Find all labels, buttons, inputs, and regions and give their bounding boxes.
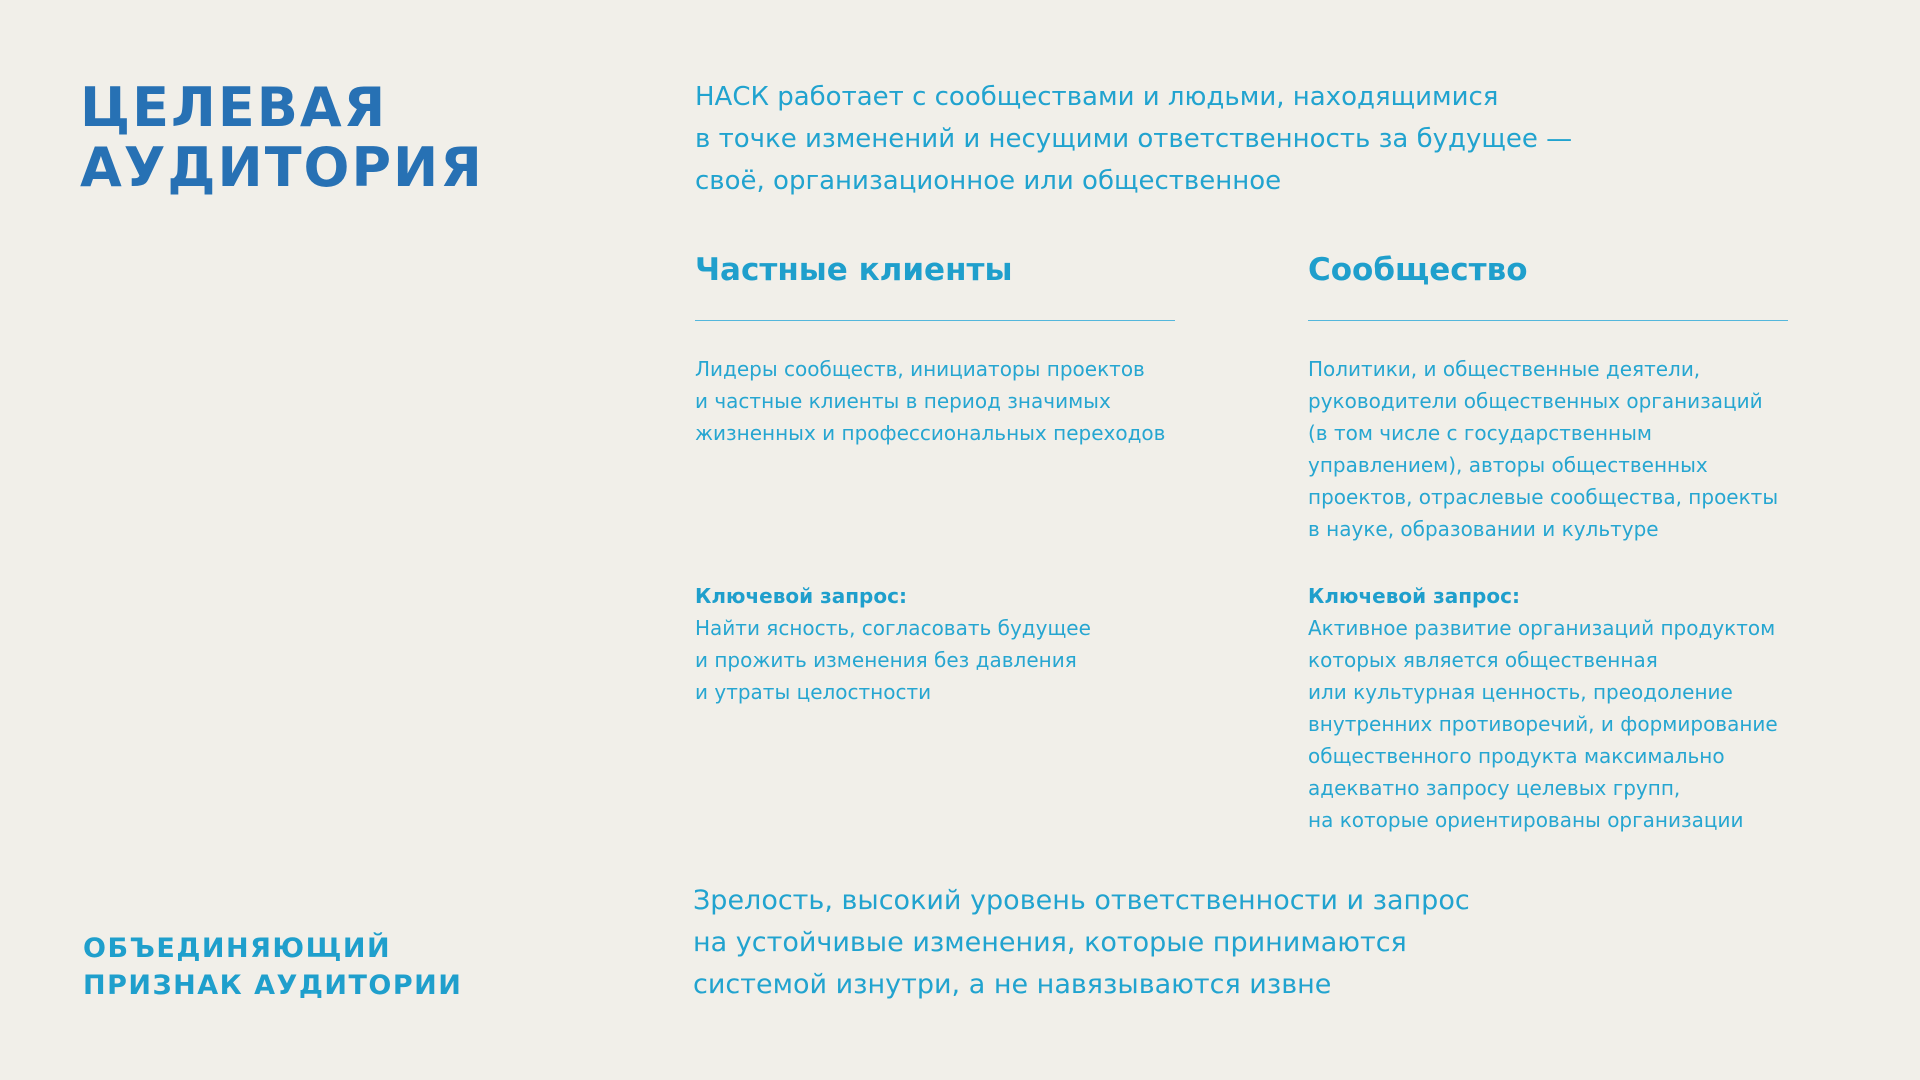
description-line: руководители общественных организаций [1308, 389, 1763, 413]
intro-line: своё, организационное или общественное [695, 166, 1282, 196]
unifying-text-line: Зрелость, высокий уровень ответственности и запрос [693, 885, 1470, 916]
intro-line: в точке изменений и несущими ответственность за будущее — [695, 124, 1573, 154]
column-description [695, 353, 1175, 449]
unifying-label-line: ПРИЗНАК АУДИТОРИИ [83, 970, 463, 1001]
unifying-label-line: ОБЪЕДИНЯЮЩИЙ [83, 933, 392, 964]
key-request-line: внутренних противоречий, и формирование [1308, 712, 1778, 736]
description-line: в науке, образовании и культуре [1308, 517, 1659, 541]
key-request-line: на которые ориентированы организации [1308, 808, 1744, 832]
key-request-line: Найти ясность, согласовать будущее [695, 616, 1091, 640]
description-line: (в том числе с государственным [1308, 421, 1653, 445]
intro-line: НАСК работает с сообществами и людьми, находящимися [695, 82, 1499, 112]
key-request-label: Ключевой запрос: [1308, 584, 1520, 608]
description-line: управлением), авторы общественных [1308, 453, 1708, 477]
unifying-label [83, 930, 462, 1004]
key-request-community [1308, 580, 1828, 836]
key-request-line: общественного продукта максимально [1308, 744, 1725, 768]
description-line: и частные клиенты в период значимых [695, 389, 1111, 413]
unifying-text-line: системой изнутри, а не навязываются извне [693, 969, 1332, 1000]
divider [695, 320, 1175, 321]
key-request-line: и прожить изменения без давления [695, 648, 1077, 672]
key-request-text [1308, 612, 1828, 836]
column-community [1308, 248, 1788, 545]
column-heading: Сообщество [1308, 252, 1528, 288]
intro-text [695, 76, 1675, 202]
column-heading: Частные клиенты [695, 252, 1013, 288]
key-request-line: и утраты целостности [695, 680, 932, 704]
key-request-label: Ключевой запрос: [695, 584, 907, 608]
description-line: Лидеры сообществ, инициаторы проектов [695, 357, 1145, 381]
key-request-line: или культурная ценность, преодоление [1308, 680, 1733, 704]
unifying-text [693, 880, 1470, 1006]
key-request-line: которых является общественная [1308, 648, 1658, 672]
page-title [80, 78, 484, 198]
page-title-line: АУДИТОРИЯ [80, 136, 484, 199]
key-request-text [695, 612, 1215, 708]
divider [1308, 320, 1788, 321]
description-line: проектов, отраслевые сообщества, проекты [1308, 485, 1779, 509]
unifying-text-line: на устойчивые изменения, которые принимаются [693, 927, 1407, 958]
page-title-line: ЦЕЛЕВАЯ [80, 76, 388, 139]
key-request-line: Активное развитие организаций продуктом [1308, 616, 1776, 640]
key-request-private-clients [695, 580, 1215, 708]
key-request-line: адекватно запросу целевых групп, [1308, 776, 1681, 800]
column-description [1308, 353, 1788, 545]
description-line: жизненных и профессиональных переходов [695, 421, 1166, 445]
description-line: Политики, и общественные деятели, [1308, 357, 1701, 381]
column-private-clients [695, 248, 1175, 449]
